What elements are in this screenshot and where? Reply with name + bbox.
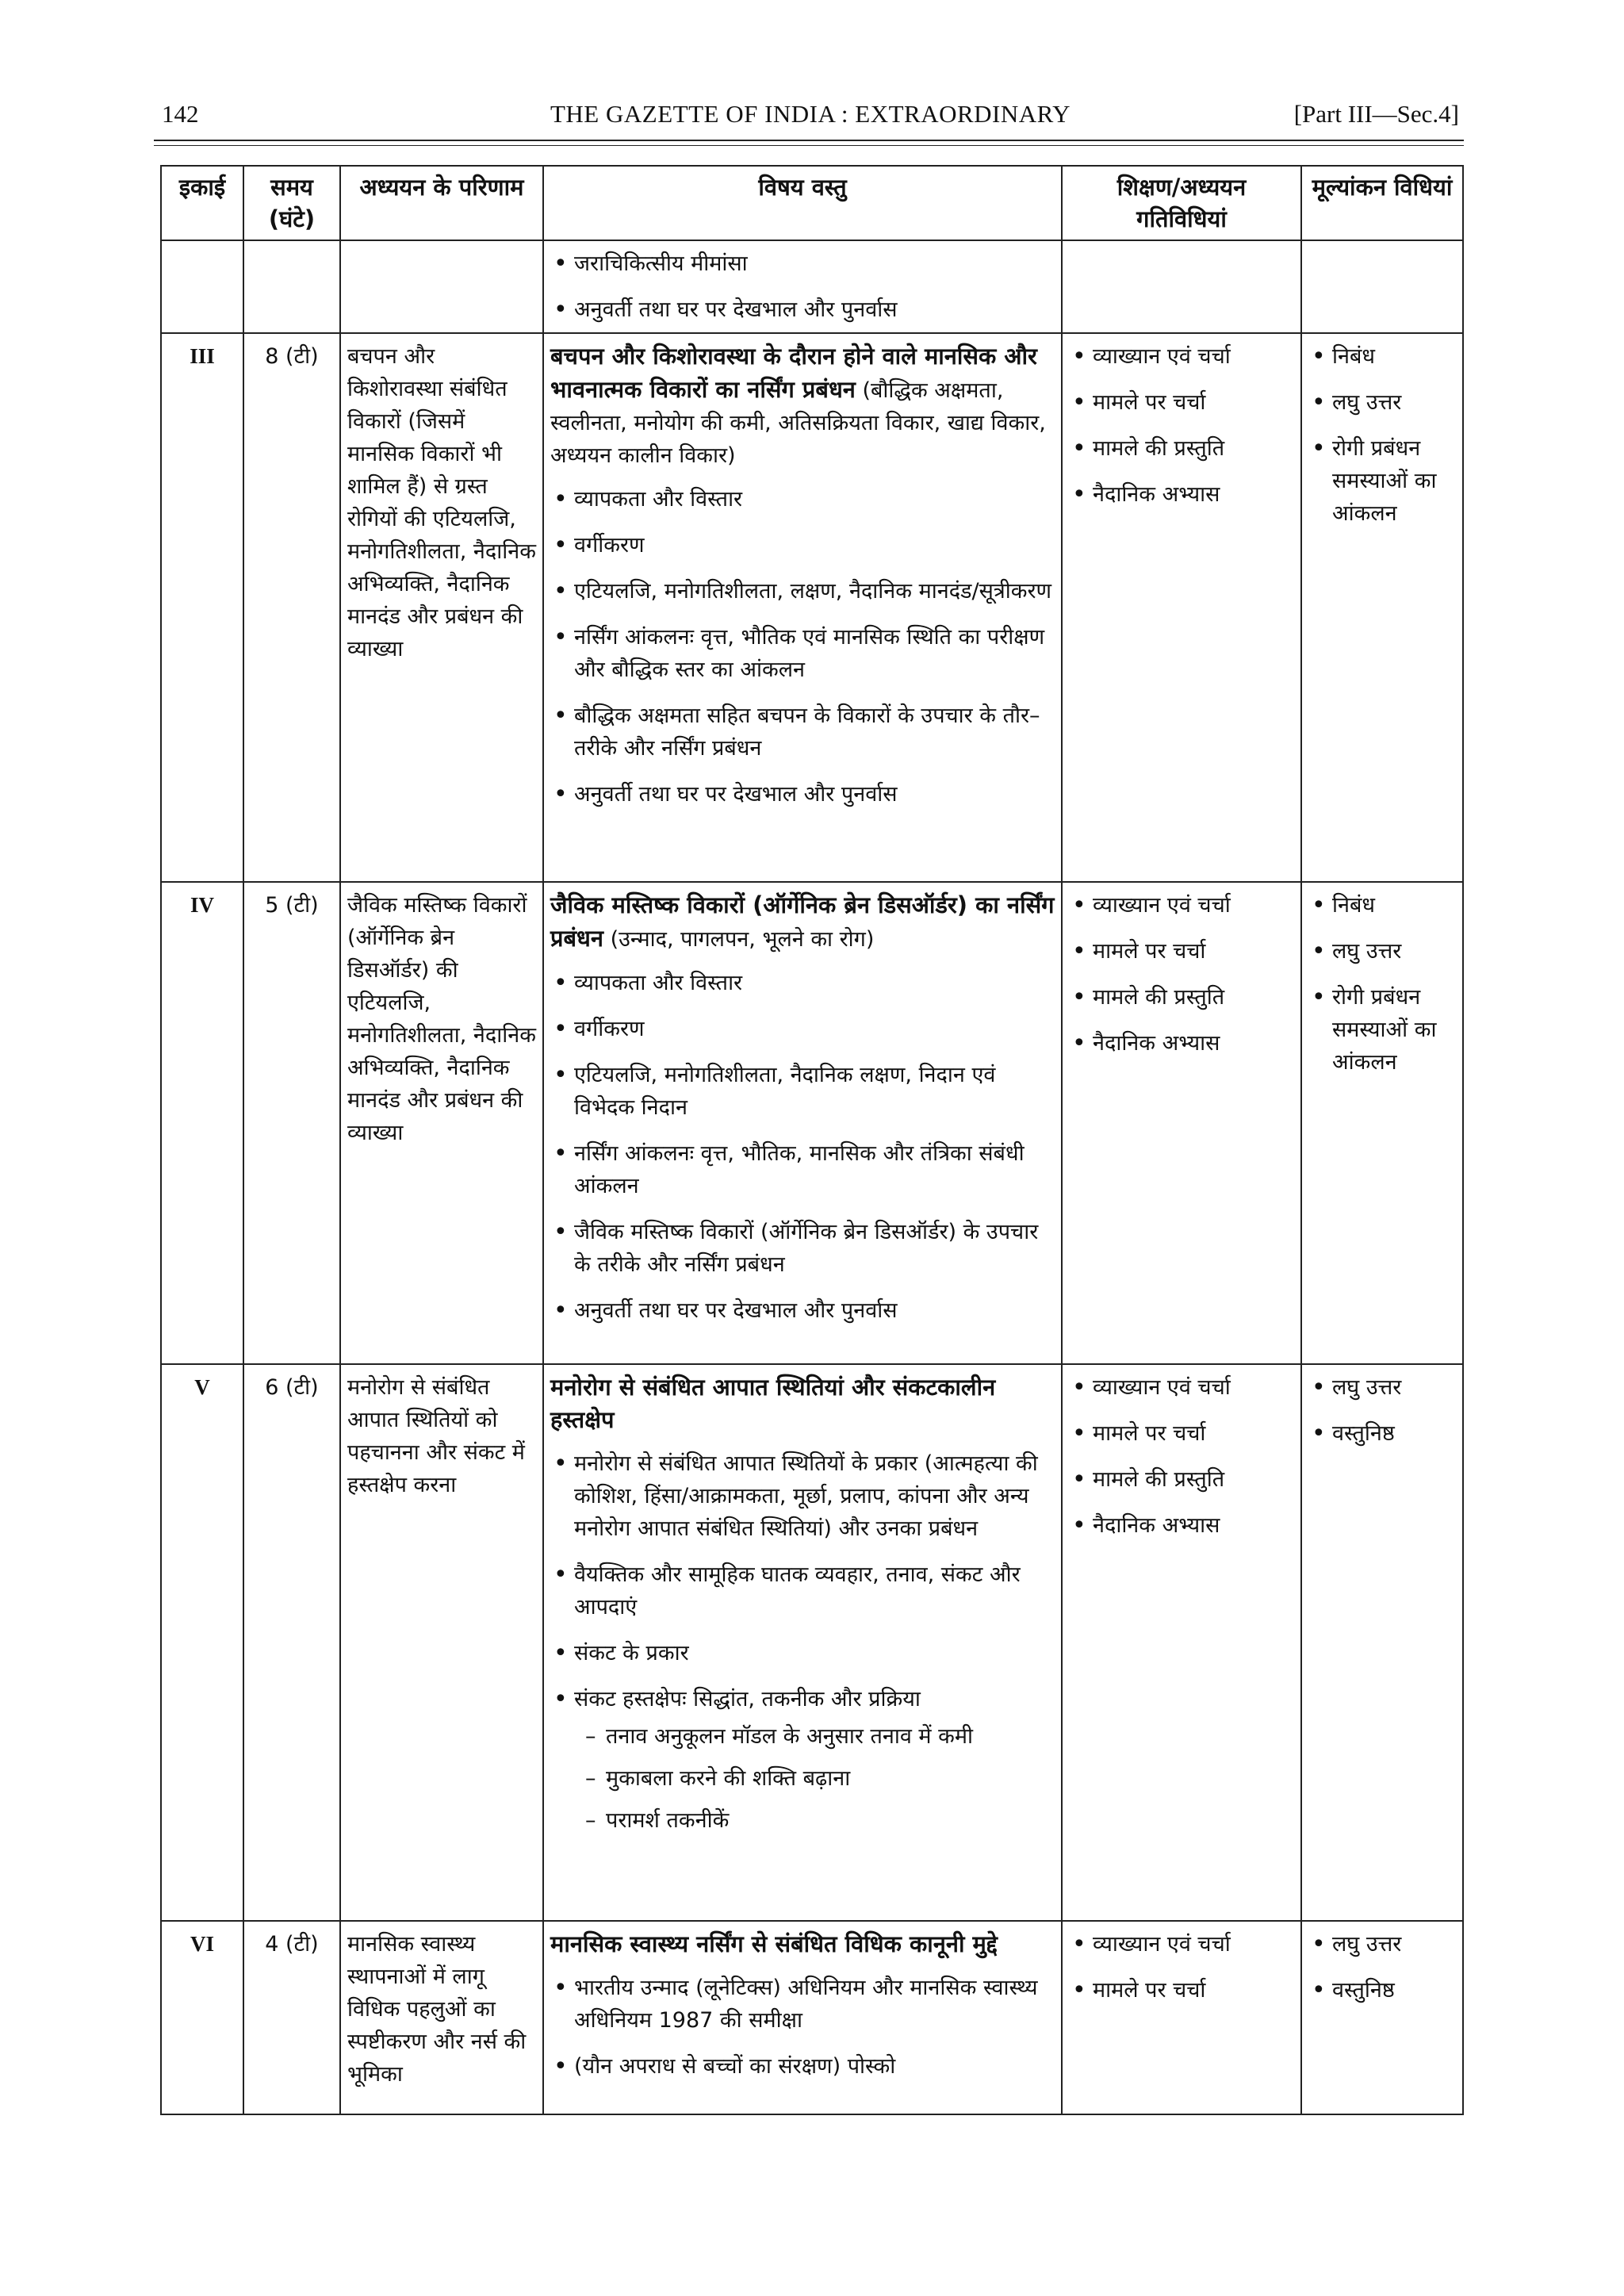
outcome-cell: मनोरोग से संबंधित आपात स्थितियों को पहचानना और संकट में हस्तक्षेप करना bbox=[340, 1364, 543, 1921]
content-list bbox=[550, 483, 1055, 811]
list-item: • अनुवर्ती तथा घर पर देखभाल और पुनर्वास bbox=[550, 293, 1055, 326]
table-row-continuation bbox=[161, 240, 1463, 333]
list-item: • वर्गीकरण bbox=[550, 1013, 1055, 1045]
list-item: • बौद्धिक अक्षमता सहित बचपन के विकारों के उपचार के तौर–तरीके और नर्सिंग प्रबंधन bbox=[550, 700, 1055, 765]
assessment-list bbox=[1308, 1928, 1456, 2007]
header-rule bbox=[154, 140, 1464, 141]
assessment-cell bbox=[1301, 1364, 1463, 1921]
list-item: • रोगी प्रबंधन समस्याओं का आंकलन bbox=[1308, 981, 1456, 1079]
activities-list bbox=[1069, 889, 1294, 1060]
time-cell: 8 (टी) bbox=[243, 333, 340, 882]
list-item: • व्यापकता और विस्तार bbox=[550, 483, 1055, 516]
content-list bbox=[550, 1447, 1055, 1715]
list-item: • जैविक मस्तिष्क विकारों (ऑर्गेनिक ब्रेन डिसऑर्डर) के उपचार के तरीके और नर्सिंग प्रबंधन bbox=[550, 1216, 1055, 1281]
content-cell bbox=[543, 1921, 1062, 2114]
content-sublist bbox=[550, 1720, 1055, 1837]
list-item: • व्याख्यान एवं चर्चा bbox=[1069, 1928, 1294, 1961]
assessment-list bbox=[1308, 1371, 1456, 1450]
list-item: • मनोरोग से संबंधित आपात स्थितियों के प्रकार (आत्महत्या की कोशिश, हिंसा/आक्रामकता, मूर्छा, प्रलाप, कांपना और अन्य मनोरोग आपात संबंधित स्थितियां) और उनका प्रबंधन bbox=[550, 1447, 1055, 1545]
activities-list bbox=[1069, 340, 1294, 511]
gazette-title: THE GAZETTE OF INDIA : EXTRAORDINARY bbox=[550, 100, 1071, 128]
list-item: • वर्गीकरण bbox=[550, 529, 1055, 562]
list-item: • अनुवर्ती तथा घर पर देखभाल और पुनर्वास bbox=[550, 1294, 1055, 1327]
list-item: • निबंध bbox=[1308, 340, 1456, 373]
column-header: विषय वस्तु bbox=[543, 166, 1062, 240]
content-note: (बौद्धिक अक्षमता, स्वलीनता, मनोयोग की कमी, अतिसक्रियता विकार, खाद्य विकार, अध्ययन कालीन विकार) bbox=[550, 378, 1046, 468]
list-item: • (यौन अपराध से बच्चों का संरक्षण) पोस्को bbox=[550, 2050, 1055, 2083]
time-cell: 4 (टी) bbox=[243, 1921, 340, 2114]
list-item: • मामले पर चर्चा bbox=[1069, 1974, 1294, 2007]
content-heading: मानसिक स्वास्थ्य नर्सिंग से संबंधित विधिक कानूनी मुद्दे bbox=[550, 1930, 998, 1957]
activities-list bbox=[1069, 1371, 1294, 1542]
list-item: • नैदानिक अभ्यास bbox=[1069, 478, 1294, 511]
list-item: • व्याख्यान एवं चर्चा bbox=[1069, 1371, 1294, 1404]
list-item: • अनुवर्ती तथा घर पर देखभाल और पुनर्वास bbox=[550, 778, 1055, 811]
outcome-cell bbox=[340, 240, 543, 333]
list-item: • एटियलजि, मनोगतिशीलता, लक्षण, नैदानिक मानदंड/सूत्रीकरण bbox=[550, 575, 1055, 608]
content-list bbox=[550, 1972, 1055, 2083]
list-item: • भारतीय उन्माद (लूनेटिक्स) अधिनियम और मानसिक स्वास्थ्य अधिनियम 1987 की समीक्षा bbox=[550, 1972, 1055, 2037]
outcome-cell: मानसिक स्वास्थ्य स्थापनाओं में लागू विधिक पहलुओं का स्पष्टीकरण और नर्स की भूमिका bbox=[340, 1921, 543, 2114]
page-header bbox=[162, 95, 1459, 135]
list-item: • नैदानिक अभ्यास bbox=[1069, 1509, 1294, 1542]
list-item: • लघु उत्तर bbox=[1308, 1928, 1456, 1961]
list-item: • मामले पर चर्चा bbox=[1069, 386, 1294, 419]
table-row bbox=[161, 882, 1463, 1364]
unit-cell: IV bbox=[161, 882, 243, 1364]
list-item: • संकट के प्रकार bbox=[550, 1637, 1055, 1669]
content-heading: मनोरोग से संबंधित आपात स्थितियां और संकटकालीन हस्तक्षेप bbox=[550, 1374, 996, 1433]
time-cell: 6 (टी) bbox=[243, 1364, 340, 1921]
list-item: • मामले की प्रस्तुति bbox=[1069, 432, 1294, 465]
list-item: • वस्तुनिष्ठ bbox=[1308, 1417, 1456, 1450]
list-item: • मामले की प्रस्तुति bbox=[1069, 981, 1294, 1014]
content-cell bbox=[543, 882, 1062, 1364]
column-header: शिक्षण/अध्ययन गतिविधियां bbox=[1062, 166, 1301, 240]
content-intro bbox=[550, 340, 1055, 472]
page-number: 142 bbox=[162, 100, 199, 128]
assessment-cell bbox=[1301, 240, 1463, 333]
content-cell bbox=[543, 1364, 1062, 1921]
table-row bbox=[161, 1364, 1463, 1921]
time-cell: 5 (टी) bbox=[243, 882, 340, 1364]
assessment-cell bbox=[1301, 882, 1463, 1364]
content-intro bbox=[550, 889, 1055, 956]
list-item: • एटियलजि, मनोगतिशीलता, नैदानिक लक्षण, निदान एवं विभेदक निदान bbox=[550, 1059, 1055, 1124]
part-section: [Part III—Sec.4] bbox=[1293, 100, 1459, 128]
list-item bbox=[550, 1683, 1055, 1715]
list-item: • वस्तुनिष्ठ bbox=[1308, 1974, 1456, 2007]
content-note: (उन्माद, पागलपन, भूलने का रोग) bbox=[603, 927, 875, 952]
sub-list-item: – तनाव अनुकूलन मॉडल के अनुसार तनाव में कमी bbox=[550, 1720, 1055, 1753]
outcome-cell: बचपन और किशोरावस्था संबंधित विकारों (जिसमें मानसिक विकारों भी शामिल हैं) से ग्रस्त रोगियों की एटियलजि, मनोगतिशीलता, नैदानिक अभिव्यक्ति, नैदानिक मानदंड और प्रबंधन की व्याख्या bbox=[340, 333, 543, 882]
list-item: • निबंध bbox=[1308, 889, 1456, 922]
time-cell bbox=[243, 240, 340, 333]
activities-cell bbox=[1062, 882, 1301, 1364]
activities-cell bbox=[1062, 333, 1301, 882]
content-cell bbox=[543, 240, 1062, 333]
list-item: • लघु उत्तर bbox=[1308, 935, 1456, 968]
list-item: • व्याख्यान एवं चर्चा bbox=[1069, 340, 1294, 373]
column-header: मूल्यांकन विधियां bbox=[1301, 166, 1463, 240]
outcome-cell: जैविक मस्तिष्क विकारों (ऑर्गेनिक ब्रेन डिसऑर्डर) की एटियलजि, मनोगतिशीलता, नैदानिक अभिव्यक्ति, नैदानिक मानदंड और प्रबंधन की व्याख्या bbox=[340, 882, 543, 1364]
list-item: • लघु उत्तर bbox=[1308, 386, 1456, 419]
list-item: • मामले पर चर्चा bbox=[1069, 935, 1294, 968]
list-item: • मामले पर चर्चा bbox=[1069, 1417, 1294, 1450]
sub-list-item: – परामर्श तकनीकें bbox=[550, 1804, 1055, 1837]
unit-cell: III bbox=[161, 333, 243, 882]
column-header: अध्ययन के परिणाम bbox=[340, 166, 543, 240]
activities-list bbox=[1069, 1928, 1294, 2007]
sub-list-item: – मुकाबला करने की शक्ति बढ़ाना bbox=[550, 1762, 1055, 1795]
content-cell bbox=[543, 333, 1062, 882]
list-item: • नैदानिक अभ्यास bbox=[1069, 1027, 1294, 1060]
activities-cell bbox=[1062, 1921, 1301, 2114]
content-heading: जैविक मस्तिष्क विकारों (ऑर्गेनिक ब्रेन डिसऑर्डर) का नर्सिंग प्रबंधन bbox=[550, 891, 1055, 952]
content-list bbox=[550, 967, 1055, 1327]
column-header: इकाई bbox=[161, 166, 243, 240]
unit-cell: VI bbox=[161, 1921, 243, 2114]
list-item: • लघु उत्तर bbox=[1308, 1371, 1456, 1404]
assessment-cell bbox=[1301, 333, 1463, 882]
list-item: • नर्सिंग आंकलनः वृत्त, भौतिक एवं मानसिक स्थिति का परीक्षण और बौद्धिक स्तर का आंकलन bbox=[550, 621, 1055, 686]
activities-cell bbox=[1062, 1364, 1301, 1921]
list-item-text: संकट हस्तक्षेपः सिद्धांत, तकनीक और प्रक्रिया bbox=[574, 1687, 921, 1711]
list-item: • जराचिकित्सीय मीमांसा bbox=[550, 247, 1055, 280]
column-header: समय (घंटे) bbox=[243, 166, 340, 240]
unit-cell: V bbox=[161, 1364, 243, 1921]
table-row bbox=[161, 1921, 1463, 2114]
list-item: • मामले की प्रस्तुति bbox=[1069, 1463, 1294, 1496]
content-heading: बचपन और किशोरावस्था के दौरान होने वाले मानसिक और भावनात्मक विकारों का नर्सिंग प्रबंधन bbox=[550, 343, 1037, 403]
list-item: • व्यापकता और विस्तार bbox=[550, 967, 1055, 999]
content-list bbox=[550, 247, 1055, 326]
assessment-cell bbox=[1301, 1921, 1463, 2114]
list-item: • नर्सिंग आंकलनः वृत्त, भौतिक, मानसिक और तंत्रिका संबंधी आंकलन bbox=[550, 1137, 1055, 1202]
list-item: • व्याख्यान एवं चर्चा bbox=[1069, 889, 1294, 922]
table-header-row bbox=[161, 166, 1463, 240]
assessment-list bbox=[1308, 889, 1456, 1079]
unit-cell bbox=[161, 240, 243, 333]
syllabus-table bbox=[160, 165, 1464, 2115]
table-row bbox=[161, 333, 1463, 882]
assessment-list bbox=[1308, 340, 1456, 530]
header-rule-thin bbox=[154, 145, 1464, 146]
activities-cell bbox=[1062, 240, 1301, 333]
list-item: • वैयक्तिक और सामूहिक घातक व्यवहार, तनाव, संकट और आपदाएं bbox=[550, 1558, 1055, 1623]
list-item: • रोगी प्रबंधन समस्याओं का आंकलन bbox=[1308, 432, 1456, 530]
